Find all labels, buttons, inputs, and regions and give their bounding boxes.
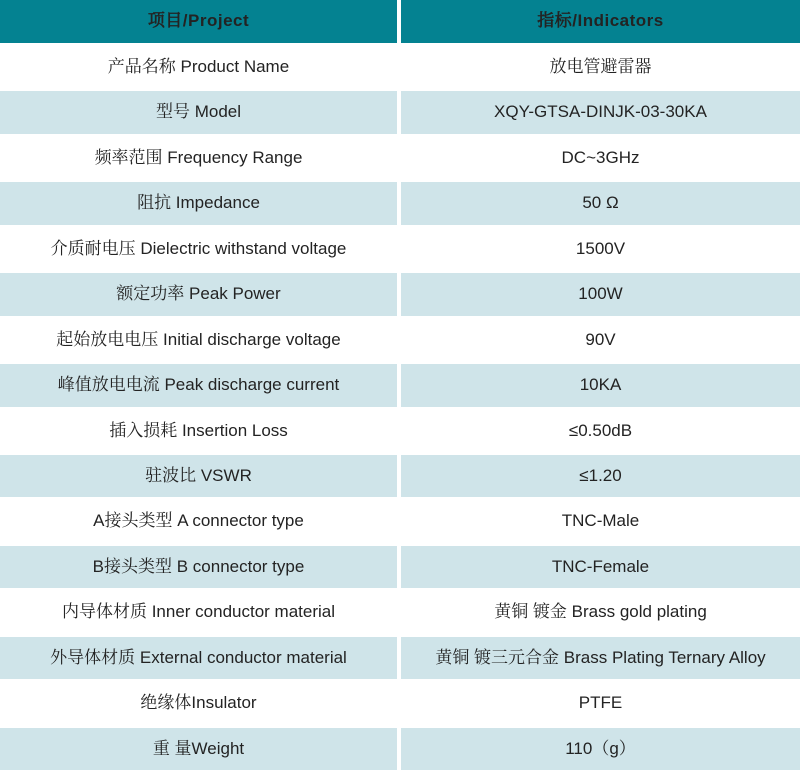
indicator-cell: DC~3GHz <box>401 137 800 179</box>
indicator-cell: 黄铜 镀金 Brass gold plating <box>401 591 800 633</box>
table-row <box>0 88 800 133</box>
table-row <box>0 725 800 770</box>
project-cell: 外导体材质 External conductor material <box>0 637 397 679</box>
indicator-cell: 100W <box>401 273 800 315</box>
project-cell: 绝缘体Insulator <box>0 682 397 724</box>
header-indicators: 指标/Indicators <box>401 0 800 43</box>
table-header-row <box>0 0 800 43</box>
project-cell: 重 量Weight <box>0 728 397 770</box>
table-body <box>0 43 800 770</box>
table-row <box>0 543 800 588</box>
table-row <box>0 316 800 361</box>
indicator-cell: 90V <box>401 319 800 361</box>
indicator-cell: 放电管避雷器 <box>401 46 800 88</box>
table-row <box>0 679 800 724</box>
project-cell: B接头类型 B connector type <box>0 546 397 588</box>
project-cell: 起始放电电压 Initial discharge voltage <box>0 319 397 361</box>
table-row <box>0 361 800 406</box>
indicator-cell: 1500V <box>401 228 800 270</box>
table-row <box>0 179 800 224</box>
table-row <box>0 270 800 315</box>
indicator-cell: 50 Ω <box>401 182 800 224</box>
table-row <box>0 588 800 633</box>
indicator-cell: ≤0.50dB <box>401 410 800 452</box>
header-project: 项目/Project <box>0 0 397 43</box>
table-row <box>0 134 800 179</box>
indicator-cell: ≤1.20 <box>401 455 800 497</box>
project-cell: 产品名称 Product Name <box>0 46 397 88</box>
project-cell: 内导体材质 Inner conductor material <box>0 591 397 633</box>
table-row <box>0 497 800 542</box>
table-row <box>0 43 800 88</box>
table-row <box>0 407 800 452</box>
indicator-cell: TNC-Female <box>401 546 800 588</box>
indicator-cell: 110（g） <box>401 728 800 770</box>
project-cell: 插入损耗 Insertion Loss <box>0 410 397 452</box>
project-cell: A接头类型 A connector type <box>0 500 397 542</box>
project-cell: 型号 Model <box>0 91 397 133</box>
indicator-cell: XQY-GTSA-DINJK-03-30KA <box>401 91 800 133</box>
project-cell: 介质耐电压 Dielectric withstand voltage <box>0 228 397 270</box>
indicator-cell: 10KA <box>401 364 800 406</box>
indicator-cell: PTFE <box>401 682 800 724</box>
table-row <box>0 452 800 497</box>
project-cell: 驻波比 VSWR <box>0 455 397 497</box>
project-cell: 峰值放电电流 Peak discharge current <box>0 364 397 406</box>
table-row <box>0 225 800 270</box>
table-row <box>0 634 800 679</box>
project-cell: 阻抗 Impedance <box>0 182 397 224</box>
project-cell: 频率范围 Frequency Range <box>0 137 397 179</box>
indicator-cell: 黄铜 镀三元合金 Brass Plating Ternary Alloy <box>401 637 800 679</box>
indicator-cell: TNC-Male <box>401 500 800 542</box>
project-cell: 额定功率 Peak Power <box>0 273 397 315</box>
